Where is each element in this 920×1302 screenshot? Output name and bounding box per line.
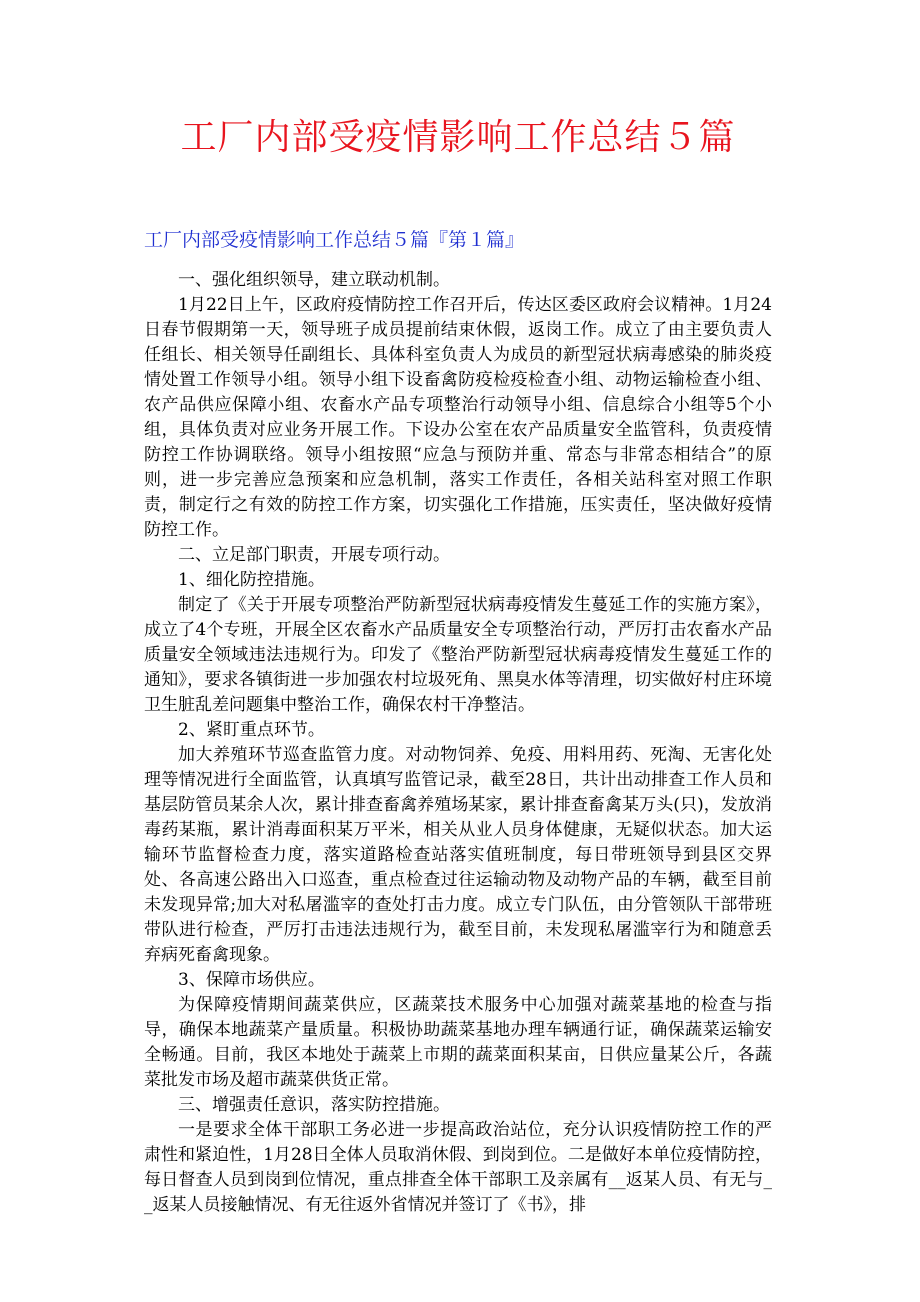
paragraph: 二、立足部门职责，开展专项行动。 bbox=[178, 545, 450, 565]
paragraph: 制定了《关于开展专项整治严防新型冠状病毒疫情发生蔓延工作的实施方案》，成立了4个专班，开展全区农畜水产品质量安全专项整治行动，严厉打击农畜水产品质量安全领域违法违规行为。印发了《整治严防新型冠状病毒疫情发生蔓延工作的通知》，要求各镇街进一步加强农村垃圾死角、黑臭水体等清理，切实做好村庄环境卫生脏乱差问题集中整治工作，确保农村干净整洁。 bbox=[144, 595, 772, 715]
paragraph: 一是要求全体干部职工务必进一步提高政治站位，充分认识疫情防控工作的严肃性和紧迫性，1月28日全体人员取消休假、到岗到位。二是做好本单位疫情防控，每日督查人员到岗到位情况，重点排查全体干部职工及亲属有__返某人员、有无与__返某人员接触情况、有无往返外省情况并签订了《书》，排 bbox=[144, 1120, 772, 1215]
paragraph: 三、增强责任意识，落实防控措施。 bbox=[178, 1095, 450, 1115]
document-title: 工厂内部受疫情影响工作总结５篇 bbox=[180, 117, 736, 158]
paragraph: 1、细化防控措施。 bbox=[178, 570, 325, 590]
paragraph: 2、紧盯重点环节。 bbox=[178, 720, 325, 740]
paragraph: 为保障疫情期间蔬菜供应，区蔬菜技术服务中心加强对蔬菜基地的检查与指导，确保本地蔬菜产量质量。积极协助蔬菜基地办理车辆通行证，确保蔬菜运输安全畅通。目前，我区本地处于蔬菜上市期的蔬菜面积某亩，日供应量某公斤，各蔬菜批发市场及超市蔬菜供货正常。 bbox=[144, 995, 772, 1090]
paragraph: 1月22日上午，区政府疫情防控工作召开后，传达区委区政府会议精神。1月24日春节假期第一天，领导班子成员提前结束休假，返岗工作。成立了由主要负责人任组长、相关领导任副组长、具体科室负责人为成员的新型冠状病毒感染的肺炎疫情处置工作领导小组。领导小组下设畜禽防疫检疫检查小组、动物运输检查小组、农产品供应保障小组、农畜水产品专项整治行动领导小组、信息综合小组等5个小组，具体负责对应业务开展工作。下设办公室在农产品质量安全监管科，负责疫情防控工作协调联络。领导小组按照“应急与预防并重、常态与非常态相结合”的原则，进一步完善应急预案和应急机制，落实工作责任，各相关站科室对照工作职责，制定行之有效的防控工作方案，切实强化工作措施，压实责任，坚决做好疫情防控工作。 bbox=[144, 295, 772, 540]
paragraph: 3、保障市场供应。 bbox=[178, 970, 325, 990]
document-body bbox=[144, 268, 772, 1218]
paragraph: 加大养殖环节巡查监管力度。对动物饲养、免疫、用料用药、死淘、无害化处理等情况进行全面监管，认真填写监管记录，截至28日，共计出动排查工作人员和基层防管员某余人次，累计排查畜禽养殖场某家，累计排查畜禽某万头(只)，发放消毒药某瓶，累计消毒面积某万平米，相关从业人员身体健康，无疑似状态。加大运输环节监督检查力度，落实道路检查站落实值班制度，每日带班领导到县区交界处、各高速公路出入口巡查，重点检查过往运输动物及动物产品的车辆，截至目前未发现异常;加大对私屠滥宰的查处打击力度。成立专门队伍，由分管领队干部带班带队进行检查，严厉打击违法违规行为，截至目前，未发现私屠滥宰行为和随意丢弃病死畜禽现象。 bbox=[144, 745, 772, 965]
section-heading: 工厂内部受疫情影响工作总结５篇『第１篇』 bbox=[144, 229, 525, 251]
paragraph: 一、强化组织领导，建立联动机制。 bbox=[178, 270, 450, 290]
